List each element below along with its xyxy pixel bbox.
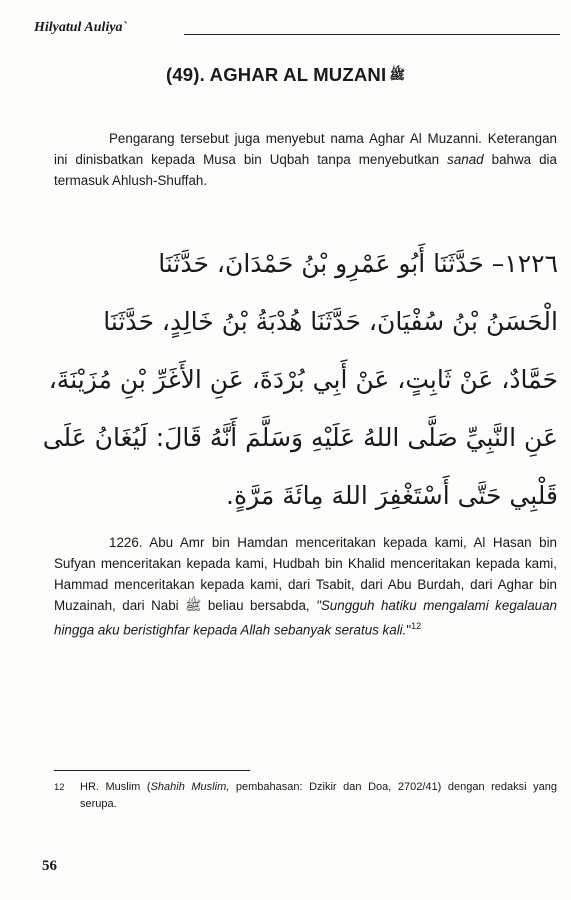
translation-line-2: Hasan bin Sufyan menceritakan kepada kami, Hudbah bin Khalid [54,535,557,571]
intro-line-2: Keterangan ini dinisbatkan kepada Musa bin Uqbah tanpa [54,131,557,167]
footnote-text-a: HR. Muslim ( [80,781,151,793]
arabic-line: الْحَسَنُ بْنُ سُفْيَانَ، حَدَّثَنَا هُدْبَةُ بْنُ خَالِدٍ، حَدَّثَنَا [103,307,558,336]
intro-line-3a: menyebutkan [358,152,448,167]
footnote-text-b: pembahasan: Dzikir dan Doa, 2702/41) dengan redaksi yang serupa. [80,781,558,810]
footnote-mark: 12 [54,782,65,793]
header-rule [184,34,560,35]
footnote-text [80,779,557,813]
book-title: Hilyatul Auliya` [34,20,128,35]
translation-line-1: 1226. Abu Amr bin Hamdan menceritakan kepada kami, Al [109,535,486,550]
arabic-line: قَلْبِي حَتَّى أَسْتَغْفِرَ اللهَ مِائَةَ مَرَّةٍ. [226,481,558,510]
footnote-rule [54,770,250,771]
footnote-source: Shahih Muslim, [150,781,230,793]
page-number: 56 [42,858,57,874]
translation-quote-close: " [406,622,412,638]
translation-quote-2: beristighfar kepada Allah sebanyak seratus kali. [123,622,407,638]
arabic-hadith [40,235,558,525]
honorific-icon: ﷺ [185,598,202,613]
intro-sanad: sanad [447,152,484,167]
intro-line-1: Pengarang tersebut juga menyebut nama Aghar Al Muzanni. [109,131,482,146]
running-header [34,18,560,42]
translation-line-5a: beliau bersabda, [207,598,317,613]
intro-paragraph [54,128,557,191]
footnote [54,779,557,813]
arabic-line: حَمَّادٌ، عَنْ ثَابِتٍ، عَنْ أَبِي بُرْدَةَ، عَنِ الأَغَرِّ بْنِ مُزَيْنَةَ، [48,365,558,394]
translation-paragraph [54,532,557,640]
translation-quote-1: "Sungguh hatiku mengalami kegalauan hingga aku [54,598,557,638]
honorific-icon: ﷺ [389,67,406,82]
chapter-title: (49). AGHAR AL MUZANI [165,64,387,85]
arabic-line: ١٢٢٦– حَدَّثَنَا أَبُو عَمْرِو بْنُ حَمْدَانَ، حَدَّثَنَا [158,249,558,278]
arabic-line: عَنِ النَّبِيِّ صَلَّى اللهُ عَلَيْهِ وَسَلَّمَ أَنَّهُ قَالَ: لَيُغَانُ عَلَى [42,423,558,452]
translation-line-3: menceritakan kepada kami, Hammad menceritakan kepada kami, [54,556,557,592]
chapter-heading [0,64,571,86]
intro-line-3b: bahwa dia termasuk Ahlush-Shuffah. [54,152,557,188]
footnote-ref[interactable]: 12 [411,621,422,631]
translation-line-4: dari Tsabit, dari Abu Burdah, dari Aghar bin Muzainah, dari Nabi [54,577,557,613]
